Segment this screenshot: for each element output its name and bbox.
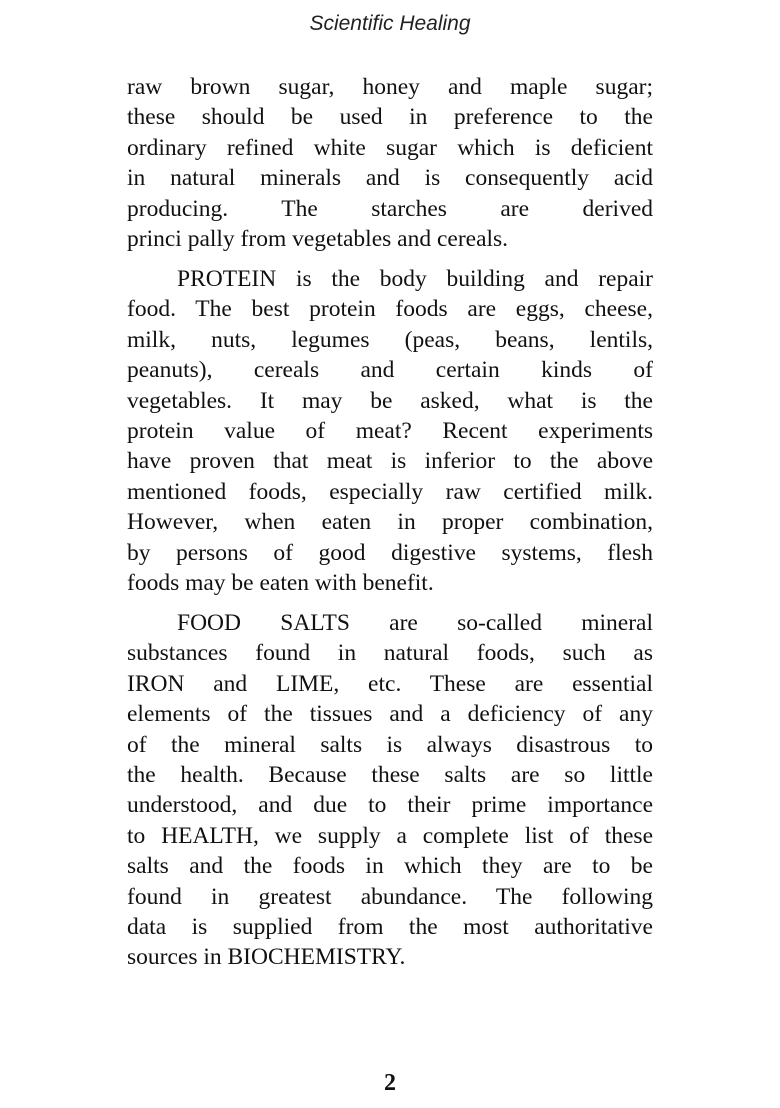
text-line: vegetables. It may be asked, what is the (127, 387, 653, 414)
page-number: 2 (384, 1070, 396, 1096)
text-line: foods may be eaten with benefit. (127, 570, 434, 596)
text-line: sources in BIOCHEMISTRY. (127, 944, 406, 971)
text-line: salts and the foods in which they are to be (127, 853, 653, 880)
text-line: milk, nuts, legumes (peas, beans, lentils, (127, 326, 653, 353)
text-line: peanuts), cereals and certain kinds of (127, 357, 653, 384)
text-line: However, when eaten in proper combination, (127, 509, 653, 536)
running-header: Scientific Healing (309, 12, 471, 35)
text-line: have proven that meat is inferior to the above (127, 448, 653, 475)
text-line: ordinary refined white sugar which is deficient (127, 134, 653, 161)
text-line: FOOD SALTS are so-called mineral (177, 609, 653, 636)
text-line: substances found in natural foods, such as (127, 640, 653, 667)
text-line: by persons of good digestive systems, flesh (127, 539, 653, 566)
body-text (127, 72, 653, 982)
text-line: PROTEIN is the body building and repair (177, 265, 653, 292)
paragraph (127, 608, 653, 973)
text-line: elements of the tissues and a deficiency of any (127, 701, 653, 728)
text-line: protein value of meat? Recent experiments (127, 417, 653, 444)
text-line: found in greatest abundance. The following (127, 883, 653, 910)
text-line: these should be used in preference to the (127, 104, 653, 131)
text-line: data is supplied from the most authoritative (127, 913, 653, 940)
text-line: raw brown sugar, honey and maple sugar; (127, 74, 653, 100)
text-line: princi pally from vegetables and cereals. (127, 226, 509, 253)
text-line: food. The best protein foods are eggs, cheese, (127, 296, 653, 323)
text-line: of the mineral salts is always disastrous to (127, 731, 653, 758)
text-line: to HEALTH, we supply a complete list of these (127, 822, 653, 849)
text-line: in natural minerals and is consequently acid (127, 165, 653, 192)
text-line: the health. Because these salts are so little (127, 761, 653, 788)
text-line: mentioned foods, especially raw certified milk. (127, 478, 653, 505)
paragraph (127, 72, 653, 254)
text-line: understood, and due to their prime importance (127, 792, 653, 819)
text-line: IRON and LIME, etc. These are essential (127, 670, 653, 697)
text-line: producing. The starches are derived (127, 195, 653, 222)
paragraph (127, 264, 653, 598)
